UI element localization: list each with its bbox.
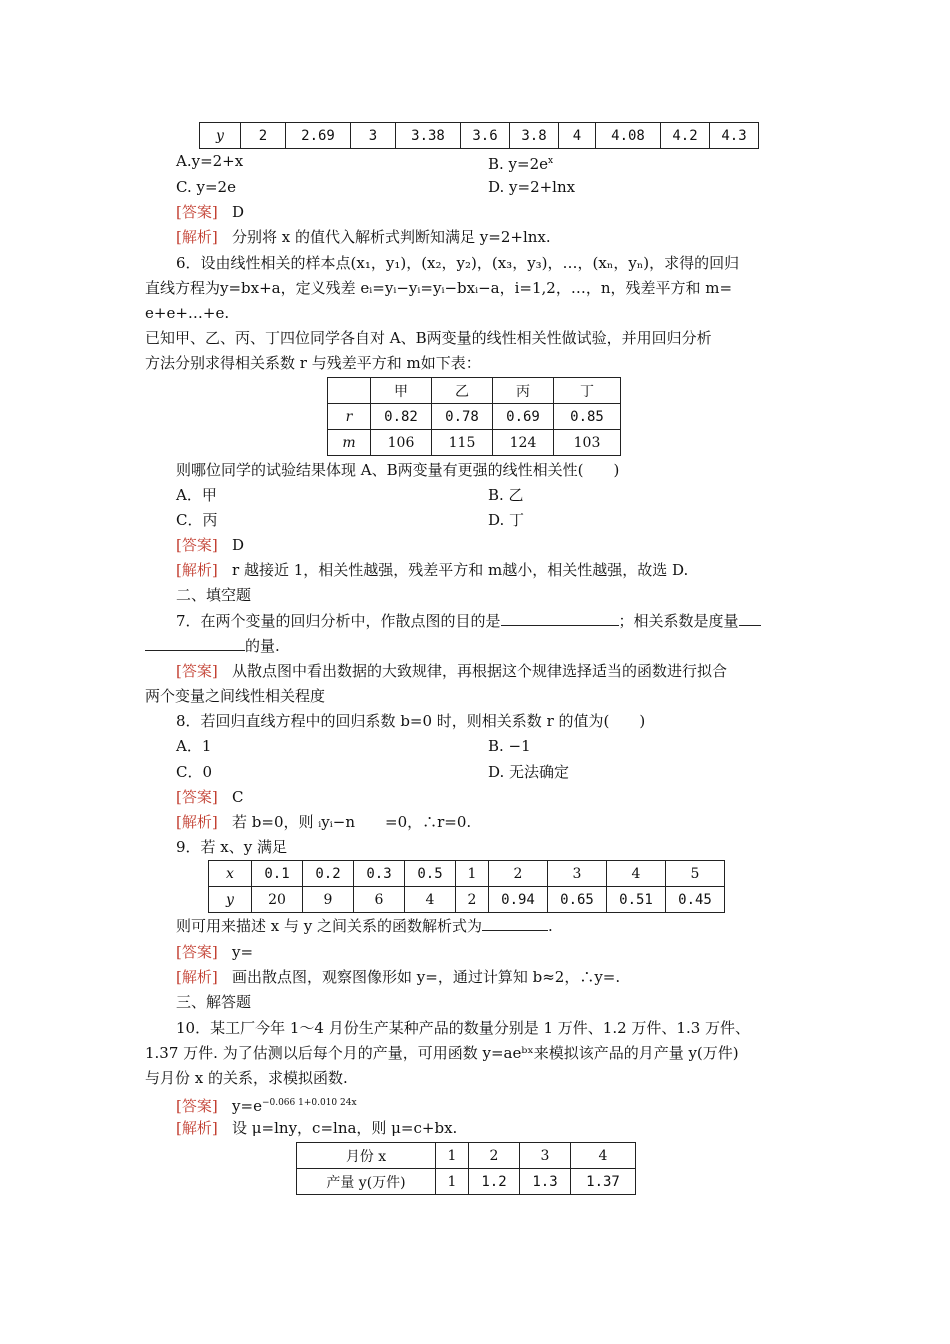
table-cell: 0.5: [405, 861, 456, 887]
option-b: B. $y=2e^x$: [488, 155, 554, 173]
table-cell: 5: [666, 861, 725, 887]
question-text: 直线方程为y=bx+a，定义残差 eᵢ=yᵢ−yᵢ=yᵢ−bxᵢ−a，i=1,2，…，n，残差平方和 m=: [145, 279, 733, 297]
table-cell: 3: [520, 1143, 571, 1169]
table-cell: 4.08: [596, 123, 661, 149]
question-text: 1.37 万件. 为了估测以后每个月的产量，可用函数 y=aeᵇˣ来模拟该产品的月产量 y(万件): [145, 1044, 739, 1062]
table-cell: 1: [436, 1143, 469, 1169]
option-b: B. 乙: [488, 486, 524, 504]
table-cell: 20: [252, 887, 303, 913]
question-text: 则哪位同学的试验结果体现 A、B两变量有更强的线性相关性( ): [176, 461, 620, 479]
question-text: 7．在两个变量的回归分析中，作散点图的目的是 ；相关系数是度量: [176, 611, 761, 631]
question-text: 则可用来描述 x 与 y 之间关系的函数解析式为 .: [176, 917, 553, 935]
option-d: D. y=2+lnx: [488, 178, 576, 196]
table-cell: 0.65: [548, 887, 607, 913]
analysis-line: [解析] 分别将 x 的值代入解析式判断知满足 y=2+lnx.: [176, 228, 551, 246]
table-cell: 2: [241, 123, 286, 149]
answer-line: [答案] y=: [176, 943, 254, 961]
top-data-table: [199, 122, 759, 149]
table-cell: 2.69: [286, 123, 351, 149]
table-row: [328, 404, 621, 430]
table-row: [297, 1169, 636, 1195]
question-text: 6．设由线性相关的样本点(x₁，y₁)，(x₂，y₂)，(x₃，y₃)，…，(xₙ，yₙ)，求得的回归: [176, 254, 740, 272]
table-cell: 9: [303, 887, 354, 913]
analysis-line: [解析] r 越接近 1，相关性越强，残差平方和 m越小，相关性越强，故选 D.: [176, 561, 689, 579]
table-cell: 3: [351, 123, 396, 149]
table-cell: 0.3: [354, 861, 405, 887]
option-c: C．丙: [176, 511, 218, 529]
table-cell: 甲: [371, 378, 432, 404]
table-cell: 产量 y(万件): [297, 1169, 436, 1195]
table-cell: 1.37: [571, 1169, 636, 1195]
table-row: [328, 430, 621, 456]
question-text: 9．若 x、y 满足: [176, 838, 288, 856]
table-cell: r: [328, 404, 371, 430]
table-cell: 1: [436, 1169, 469, 1195]
answer-line: [答案] D: [176, 203, 245, 221]
section-heading: 三、解答题: [176, 993, 252, 1011]
analysis-line: [解析] 若 b=0，则 ᵢyᵢ−n =0，∴r=0.: [176, 813, 472, 831]
table-cell: 0.69: [493, 404, 554, 430]
table-row: [328, 378, 621, 404]
option-a: A．1: [176, 737, 212, 755]
table-cell: 4.2: [661, 123, 710, 149]
table-cell: 0.82: [371, 404, 432, 430]
table-cell: 0.45: [666, 887, 725, 913]
table-cell: 6: [354, 887, 405, 913]
table-cell: [328, 378, 371, 404]
table-cell: 4: [559, 123, 596, 149]
table-cell: 3.6: [461, 123, 510, 149]
xy-data-table: [208, 860, 725, 913]
table-row: [297, 1143, 636, 1169]
table-cell: 4: [607, 861, 666, 887]
option-a: A．甲: [176, 486, 217, 504]
table-cell: 1: [456, 861, 489, 887]
answer-line: [答案] $y=e^{-0.066 1+0.010 24x}$: [176, 1097, 357, 1115]
option-d: D. 无法确定: [488, 763, 570, 781]
table-cell: 0.2: [303, 861, 354, 887]
table-cell: 4.3: [710, 123, 759, 149]
question-text: 方法分别求得相关系数 r 与残差平方和 m如下表：: [145, 354, 481, 372]
table-cell: y: [200, 123, 241, 149]
table-cell: 4: [405, 887, 456, 913]
question-text: 已知甲、乙、丙、丁四位同学各自对 A、B两变量的线性相关性做试验，并用回归分析: [145, 329, 712, 347]
table-cell: 115: [432, 430, 493, 456]
answer-line: [答案] C: [176, 788, 244, 806]
answer-line: [答案] 从散点图中看出数据的大致规律，再根据这个规律选择适当的函数进行拟合: [176, 662, 728, 680]
table-cell: 3.8: [510, 123, 559, 149]
table-cell: y: [209, 887, 252, 913]
table-cell: 4: [571, 1143, 636, 1169]
table-cell: x: [209, 861, 252, 887]
table-cell: 103: [554, 430, 621, 456]
question-text: 的量.: [145, 636, 280, 656]
table-cell: 0.85: [554, 404, 621, 430]
correlation-table: [327, 377, 621, 456]
option-a: A.y=2+x: [176, 152, 244, 170]
question-text: 8．若回归直线方程中的回归系数 b=0 时，则相关系数 r 的值为( ): [176, 712, 646, 730]
table-row: [209, 887, 725, 913]
option-d: D. 丁: [488, 511, 525, 529]
table-cell: 2: [456, 887, 489, 913]
option-b: B. −1: [488, 737, 531, 755]
table-cell: 1.2: [469, 1169, 520, 1195]
table-cell: 0.78: [432, 404, 493, 430]
table-cell: 2: [469, 1143, 520, 1169]
table-row: [200, 123, 759, 149]
table-cell: 0.51: [607, 887, 666, 913]
answer-line: [答案] D: [176, 536, 245, 554]
table-cell: 月份 x: [297, 1143, 436, 1169]
table-cell: 2: [489, 861, 548, 887]
table-cell: 106: [371, 430, 432, 456]
table-cell: 3: [548, 861, 607, 887]
table-cell: 0.1: [252, 861, 303, 887]
question-text: 与月份 x 的关系，求模拟函数.: [145, 1069, 348, 1087]
analysis-line: [解析] 设 μ=lny，c=lna，则 μ=c+bx.: [176, 1119, 458, 1137]
option-c: C. y=2e: [176, 178, 236, 196]
option-c: C．0: [176, 763, 213, 781]
question-text: e+e+…+e.: [145, 304, 230, 322]
table-cell: 乙: [432, 378, 493, 404]
answer-line: 两个变量之间线性相关程度: [145, 687, 326, 705]
analysis-line: [解析] 画出散点图，观察图像形如 y=，通过计算知 b≈2，∴y=.: [176, 968, 621, 986]
table-cell: 3.38: [396, 123, 461, 149]
production-table: [296, 1142, 636, 1195]
table-cell: 丁: [554, 378, 621, 404]
table-row: [209, 861, 725, 887]
question-text: 10．某工厂今年 1～4 月份生产某种产品的数量分别是 1 万件、1.2 万件、1.3 万件、: [176, 1019, 751, 1037]
table-cell: 丙: [493, 378, 554, 404]
table-cell: m: [328, 430, 371, 456]
table-cell: 124: [493, 430, 554, 456]
table-cell: 1.3: [520, 1169, 571, 1195]
section-heading: 二、填空题: [176, 586, 252, 604]
table-cell: 0.94: [489, 887, 548, 913]
